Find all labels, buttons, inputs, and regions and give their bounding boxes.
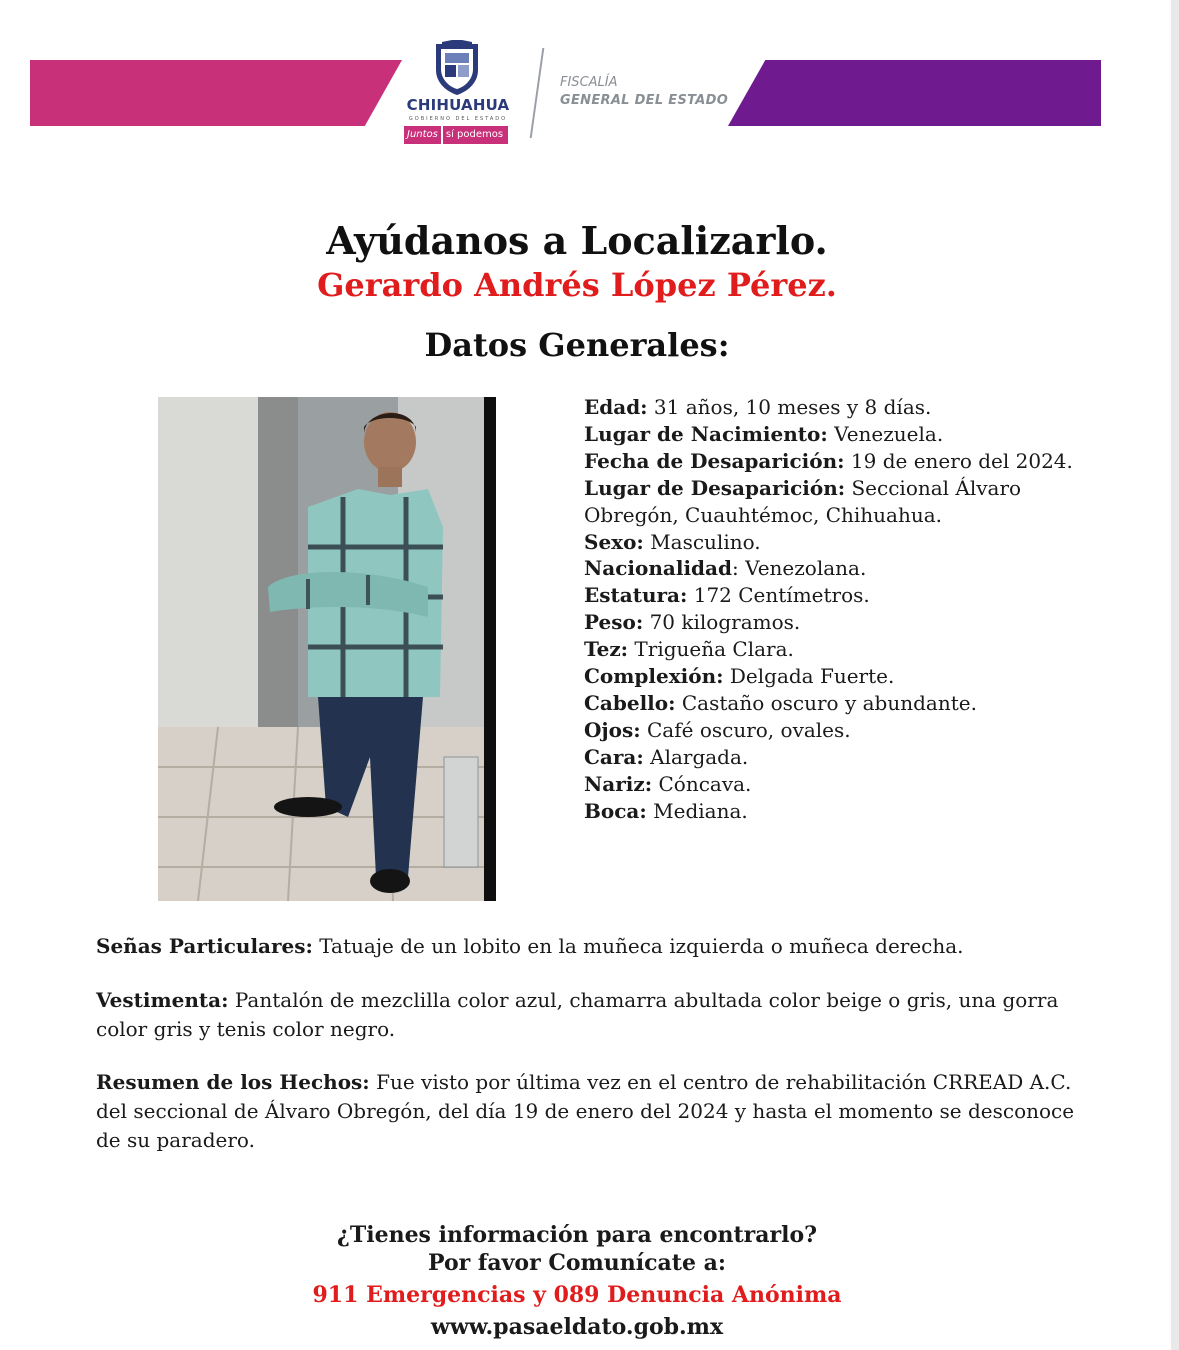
detail-label: Fecha de Desaparición: [584, 448, 845, 473]
detail-value: Seccional Álvaro Obregón, Cuauhtémoc, Chihuahua. [584, 475, 1022, 527]
detail-tez [584, 636, 1114, 663]
detail-estatura [584, 582, 1114, 609]
header-divider [530, 48, 545, 138]
detail-edad [584, 394, 1114, 421]
resumen-value: Fue visto por última vez en el centro de rehabilitación CRREAD A.C. del seccional de Álvaro Obregón, del día 19 de enero del 2024 y hasta el momento se desconoce de su paradero. [96, 1070, 1075, 1152]
detail-value: 31 años, 10 meses y 8 días. [653, 395, 932, 419]
slogan-right: sí podemos [443, 126, 508, 144]
resumen-label: Resumen de los Hechos: [96, 1070, 370, 1094]
detail-value: 70 kilogramos. [649, 610, 801, 635]
state-shield-icon [432, 40, 482, 96]
section-heading: Datos Generales: [424, 326, 730, 364]
detail-fecha-desaparicion [584, 448, 1114, 475]
chihuahua-logo [396, 38, 520, 150]
detail-complexion [584, 663, 1114, 690]
detail-label: Boca: [584, 798, 647, 823]
general-data-list [584, 394, 1114, 825]
detail-value: Café oscuro, ovales. [647, 717, 851, 742]
person-name: Gerardo Andrés López Pérez. [317, 266, 837, 304]
detail-label: Sexo: [584, 529, 644, 554]
detail-value: Venezuela. [834, 421, 944, 446]
footer-website[interactable]: www.pasaeldato.gob.mx [430, 1314, 724, 1340]
detail-value: Trigueña Clara. [634, 637, 794, 662]
detail-label: Tez: [584, 637, 629, 662]
footer-question: ¿Tienes información para encontrarlo? [336, 1222, 818, 1248]
detail-value: 172 Centímetros. [693, 583, 870, 608]
detail-value: Castaño oscuro y abundante. [681, 690, 977, 715]
vestimenta-label: Vestimenta: [96, 988, 229, 1012]
detail-ojos [584, 717, 1114, 744]
detail-label: Lugar de Desaparición: [584, 475, 846, 500]
detail-boca [584, 798, 1114, 825]
detail-peso [584, 609, 1114, 636]
slogan-left: Juntos [404, 126, 441, 144]
header-banner-left [30, 60, 402, 126]
detail-label: Edad: [584, 395, 648, 419]
logo-subtitle: GOBIERNO DEL ESTADO [408, 116, 508, 122]
detail-label: Ojos: [584, 717, 641, 742]
person-photo-illustration [158, 397, 496, 901]
detail-sexo [584, 529, 1114, 556]
header-banner-right [728, 60, 1101, 126]
page-edge [1171, 0, 1179, 1350]
detail-value: Alargada. [650, 744, 749, 769]
detail-value: : Venezolana. [731, 556, 867, 581]
person-photo [158, 397, 496, 901]
resumen-hechos [96, 1068, 1096, 1155]
detail-label: Lugar de Nacimiento: [584, 421, 828, 446]
page-title: Ayúdanos a Localizarlo. [326, 218, 828, 263]
logo-slogan [404, 126, 508, 144]
fiscalia-label [560, 74, 728, 110]
detail-value: Cóncava. [658, 771, 752, 796]
detail-value: Delgada Fuerte. [729, 664, 895, 689]
detail-nariz [584, 771, 1114, 798]
detail-cabello [584, 690, 1114, 717]
fiscalia-line-1: FISCALÍA [560, 75, 618, 90]
senas-value: Tatuaje de un lobito en la muñeca izquierda o muñeca derecha. [319, 934, 964, 958]
footer-phones: 911 Emergencias y 089 Denuncia Anónima [312, 1282, 842, 1308]
detail-lugar-nacimiento [584, 421, 1114, 448]
detail-value: Mediana. [653, 798, 748, 823]
detail-label: Cabello: [584, 690, 676, 715]
detail-lugar-desaparicion [584, 475, 1114, 529]
vestimenta [96, 986, 1096, 1044]
senas-label: Señas Particulares: [96, 934, 313, 958]
detail-label: Nariz: [584, 771, 653, 796]
detail-value: 19 de enero del 2024. [850, 448, 1073, 473]
vestimenta-value: Pantalón de mezclilla color azul, chamarra abultada color beige o gris, una gorra color gris y tenis color negro. [96, 988, 1059, 1041]
detail-label: Complexión: [584, 664, 724, 689]
detail-label: Estatura: [584, 583, 688, 608]
detail-nacionalidad [584, 555, 1114, 582]
detail-cara [584, 744, 1114, 771]
detail-value: Masculino. [650, 529, 761, 554]
senas-particulares [96, 932, 1096, 961]
detail-label: Nacionalidad [584, 556, 732, 581]
detail-label: Peso: [584, 610, 644, 635]
detail-label: Cara: [584, 744, 644, 769]
fiscalia-line-2: GENERAL DEL ESTADO [560, 93, 729, 108]
logo-wordmark: CHIHUAHUA [406, 96, 510, 114]
footer-contact: Por favor Comunícate a: [428, 1250, 726, 1276]
